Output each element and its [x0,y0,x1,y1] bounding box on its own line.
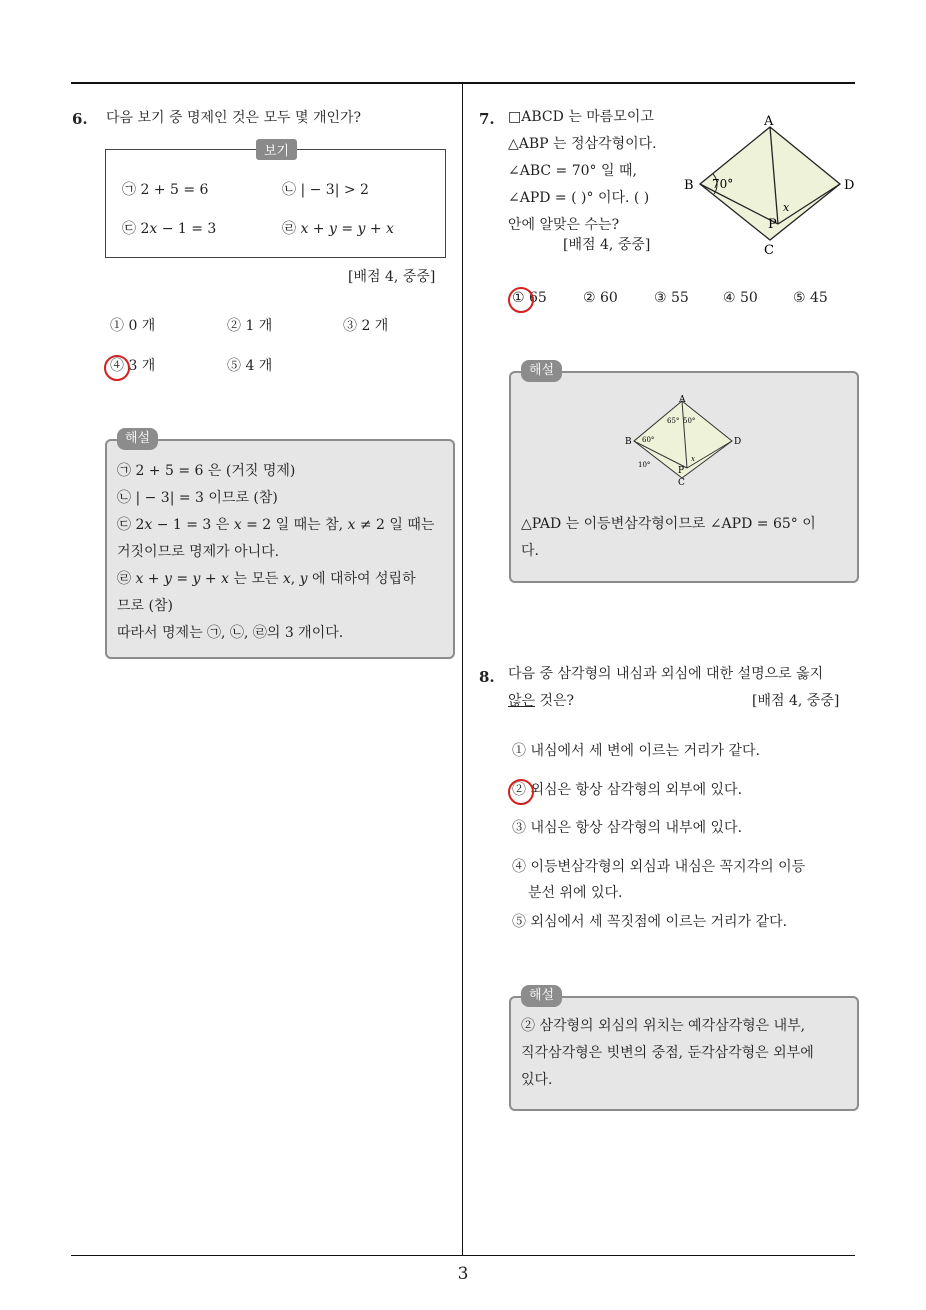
q8-choice-4[interactable]: ④ 이등변삼각형의 외심과 내심은 꼭지각의 이등 [512,859,806,875]
q7-question-line-5: 안에 알맞은 수는? [508,217,620,233]
bogi-item-4: ㉣ 𝑥 + 𝑦 = 𝑦 + 𝑥 [282,221,394,237]
q6-explain-line-7: 따라서 명제는 ㉠, ㉡, ㉣의 3 개이다. [117,625,344,641]
q6-choice-2[interactable]: ② 1 개 [227,318,273,334]
bogi-item-3: ㉢ 2𝑥 − 1 = 3 [122,221,217,237]
q8-choice-2[interactable]: ② 외심은 항상 삼각형의 외부에 있다. [512,782,743,798]
q7-choice-1[interactable]: ① 65 [512,290,547,306]
bogi-item-2: ㉡ | − 3| > 2 [282,182,369,198]
q8-explanation-title: 해설 [521,985,562,1007]
q8-underlined-word: 않은 [508,693,536,709]
q7-question-line-1: □ABCD 는 마름모이고 [508,109,654,125]
fig-label-a: A [764,114,774,129]
q7-explanation-figure [620,393,750,485]
fig-label-d: D [844,178,855,193]
q6-choice-3[interactable]: ③ 2 개 [343,318,389,334]
q7-explain-line-1: △PAD 는 이등변삼각형이므로 ∠APD = 65° 이 [521,516,816,532]
exp-fig-50: 50° [683,417,696,425]
exp-fig-a: A [679,395,686,405]
bottom-rule [71,1255,855,1256]
q6-explain-line-4: 거짓이므로 명제가 아니다. [117,544,280,560]
q8-choice-3[interactable]: ③ 내심은 항상 삼각형의 내부에 있다. [512,820,743,836]
q7-question-line-2: △ABP 는 정삼각형이다. [508,136,657,152]
q6-explain-line-6: 므로 (참) [117,598,173,614]
q6-explain-line-3: ㉢ 2𝑥 − 1 = 3 은 𝑥 = 2 일 때는 참, 𝑥 ≠ 2 일 때는 [117,517,435,533]
q7-rhombus-figure [680,112,860,257]
q7-choice-2[interactable]: ② 60 [583,290,618,306]
fig-label-b: B [684,178,694,193]
q6-question: 다음 보기 중 명제인 것은 모두 몇 개인가? [106,110,362,126]
exp-fig-p: P [678,466,685,476]
exp-fig-10: 10° [638,461,651,469]
q8-question-rest: 것은? [535,693,575,709]
q6-choice-4[interactable]: ④ 3 개 [110,358,156,374]
q7-explanation-title: 해설 [521,360,562,382]
q8-explain-line-1: ② 삼각형의 외심의 위치는 예각삼각형은 내부, [521,1018,806,1034]
q7-choice-3[interactable]: ③ 55 [654,290,689,306]
q7-choice-5[interactable]: ⑤ 45 [793,290,828,306]
q8-question-line-1: 다음 중 삼각형의 내심과 외심에 대한 설명으로 옳지 [508,666,824,682]
column-divider [462,84,463,1255]
q6-answer-circle [104,355,130,381]
exp-fig-b: B [625,437,632,447]
q8-choice-5[interactable]: ⑤ 외심에서 세 꼭짓점에 이르는 거리가 같다. [512,914,788,930]
fig-label-p: P [768,217,777,232]
q6-number: 6. [72,110,88,128]
q6-tag: [배점 4, 중중] [348,269,436,285]
q7-explanation-body [521,511,816,565]
bogi-item-1: ㉠ 2 + 5 = 6 [122,182,209,198]
q7-number: 7. [479,110,495,128]
q6-explain-line-5: ㉣ 𝑥 + 𝑦 = 𝑦 + 𝑥 는 모든 𝑥, 𝑦 에 대하여 성립하 [117,571,416,587]
fig-label-c: C [764,243,774,257]
q6-explain-line-2: ㉡ | − 3| = 3 이므로 (참) [117,490,278,506]
q6-explain-line-1: ㉠ 2 + 5 = 6 은 (거짓 명제) [117,463,296,479]
q6-explanation-body [117,458,434,647]
fig-angle-70: 70° [712,177,734,191]
q8-number: 8. [479,668,495,686]
q8-explain-line-3: 있다. [521,1072,553,1088]
q7-question-line-4: ∠APD = ( )° 이다. ( ) [508,190,650,206]
q7-question [508,104,657,239]
q7-explain-line-2: 다. [521,543,539,559]
exp-fig-x: 𝑥 [691,455,695,463]
q8-explain-line-2: 직각삼각형은 빗변의 중점, 둔각삼각형은 외부에 [521,1045,814,1061]
page-number: 3 [457,1264,469,1284]
exp-fig-d: D [734,437,742,447]
q6-explanation-title: 해설 [117,428,158,450]
exp-fig-65: 65° [667,417,680,425]
q8-explanation-body [521,1013,814,1094]
q7-question-line-3: ∠ABC = 70° 일 때, [508,163,637,179]
q8-question-line-2 [508,688,574,715]
fig-angle-x: 𝑥 [783,201,790,214]
q6-choice-1[interactable]: ① 0 개 [110,318,156,334]
q7-choice-4[interactable]: ④ 50 [723,290,758,306]
q8-choice-1[interactable]: ① 내심에서 세 변에 이르는 거리가 같다. [512,743,761,759]
exp-fig-60: 60° [642,436,655,444]
q8-tag: [배점 4, 중중] [752,693,840,709]
q6-choice-5[interactable]: ⑤ 4 개 [227,358,273,374]
exp-fig-c: C [678,478,685,485]
top-rule [71,82,855,84]
q7-answer-circle [508,287,534,313]
q8-answer-circle [508,779,534,805]
q8-choice-4-cont: 분선 위에 있다. [528,885,623,901]
q7-tag: [배점 4, 중중] [563,237,651,253]
bogi-title: 보기 [256,139,297,160]
